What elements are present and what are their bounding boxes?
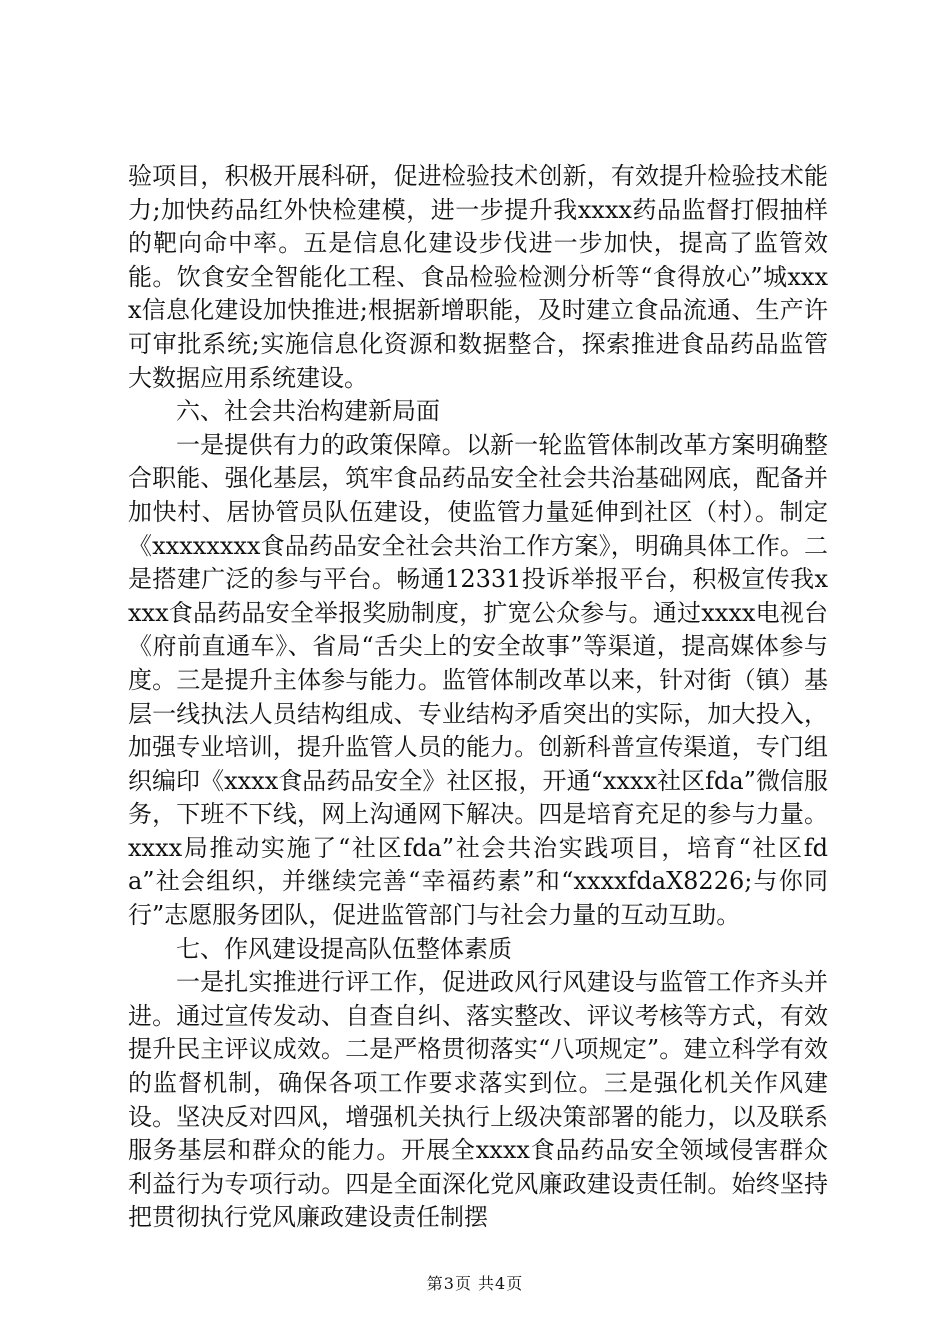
section-heading-six: 六、社会共治构建新局面	[176, 397, 440, 426]
section-heading-seven: 七、作风建设提高队伍整体素质	[176, 934, 512, 963]
paragraph-continuation: 验项目，积极开展科研，促进检验技术创新，有效提升检验技术能力;加快药品红外快检建模，进一步提升我xxxx药品监督打假抽样的靶向命中率。五是信息化建设步伐进一步加快，提高了监管效能。饮食安全智能化工程、食品检验检测分析等“食得放心”城xxxx信息化建设加快推进;根据新增职能，及时建立食品流通、生产许可审批系统;实施信息化资源和数据整合，探索推进食品药品监管大数据应用系统建设。	[128, 162, 828, 392]
document-body	[128, 160, 828, 1235]
page-number-label: 第3页 共4页	[426, 1274, 524, 1293]
paragraph-section-six: 一是提供有力的政策保障。以新一轮监管体制改革方案明确整合职能、强化基层，筑牢食品药品安全社会共治基础网底，配备并加快村、居协管员队伍建设，使监管力量延伸到社区（村）。制定《xxxxxxxx食品药品安全社会共治工作方案》，明确具体工作。二是搭建广泛的参与平台。畅通12331投诉举报平台，积极宣传我xxxx食品药品安全举报奖励制度，扩宽公众参与。通过xxxx电视台《府前直通车》、省局“舌尖上的安全故事”等渠道，提高媒体参与度。三是提升主体参与能力。监管体制改革以来，针对街（镇）基层一线执法人员结构组成、专业结构矛盾突出的实际，加大投入，加强专业培训，提升监管人员的能力。创新科普宣传渠道，专门组织编印《xxxx食品药品安全》社区报，开通“xxxx社区fda”微信服务，下班不下线，网上沟通网下解决。四是培育充足的参与力量。xxxx局推动实施了“社区fda”社会共治实践项目，培育“社区fda”社会组织，并继续完善“幸福药素”和“xxxxfdaX8226;与你同行”志愿服务团队，促进监管部门与社会力量的互动互助。	[128, 430, 828, 930]
page-footer	[0, 1271, 950, 1294]
paragraph-section-seven: 一是扎实推进行评工作，促进政风行风建设与监管工作齐头并进。通过宣传发动、自查自纠、落实整改、评议考核等方式，有效提升民主评议成效。二是严格贯彻落实“八项规定”。建立科学有效的监督机制，确保各项工作要求落实到位。三是强化机关作风建设。坚决反对四风，增强机关执行上级决策部署的能力，以及联系服务基层和群众的能力。开展全xxxx食品药品安全领域侵害群众利益行为专项行动。四是全面深化党风廉政建设责任制。始终坚持把贯彻执行党风廉政建设责任制摆	[128, 968, 828, 1232]
